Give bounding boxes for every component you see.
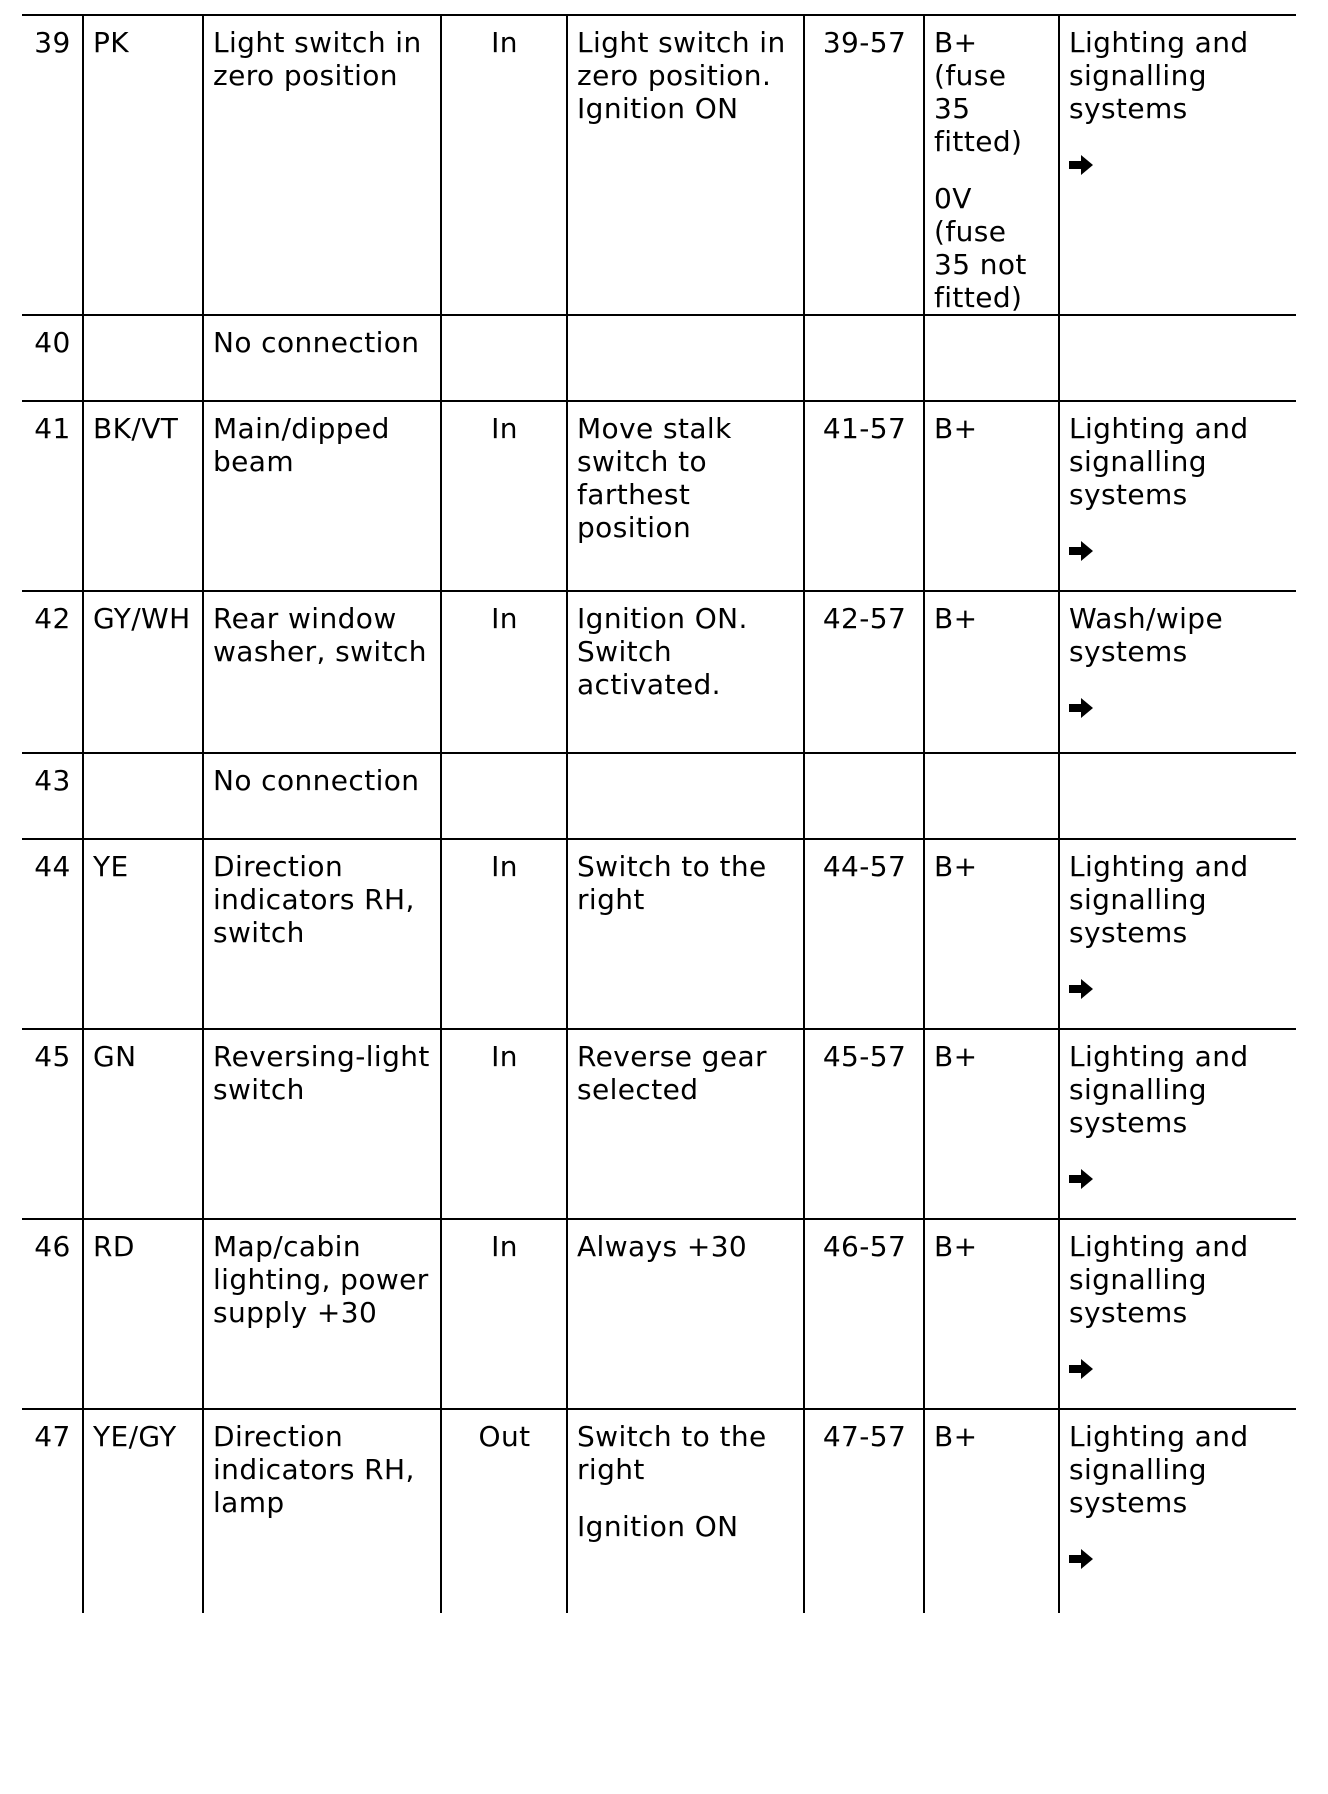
wire-color-cell <box>83 401 203 591</box>
measure-points: 45-57 <box>822 1040 907 1073</box>
test-condition-cell <box>567 1409 804 1613</box>
measure-points: 47-57 <box>822 1420 907 1453</box>
designation-cell <box>203 753 441 839</box>
pin-number-cell <box>22 15 83 315</box>
signal-direction: In <box>491 1230 518 1263</box>
table-row <box>22 1219 1296 1409</box>
wire-color-cell <box>83 1029 203 1219</box>
wire-color: GY/WH <box>93 602 191 635</box>
pin-number: 47 <box>34 1420 71 1453</box>
system-reference-cell <box>1059 15 1296 315</box>
designation-cell <box>203 315 441 401</box>
table-row <box>22 401 1296 591</box>
pin-number-cell <box>22 1029 83 1219</box>
wire-color-cell <box>83 315 203 401</box>
nominal-value-cell <box>924 1029 1059 1219</box>
signal-direction-cell <box>441 15 567 315</box>
test-condition: Move stalk switch to farthest position <box>577 412 732 544</box>
arrow-right-icon[interactable] <box>1069 541 1093 561</box>
nominal-value: B+ <box>934 1040 978 1073</box>
system-reference-cell <box>1059 1219 1296 1409</box>
system-reference: Lighting and signalling systems <box>1069 1040 1249 1139</box>
system-reference-cell <box>1059 839 1296 1029</box>
nominal-value-cell <box>924 753 1059 839</box>
measure-points: 46-57 <box>822 1230 907 1263</box>
nominal-value-cell <box>924 15 1059 315</box>
test-condition-cell <box>567 1219 804 1409</box>
pin-number-cell <box>22 839 83 1029</box>
test-condition: Ignition ON. Switch activated. <box>577 602 748 701</box>
measure-points: 41-57 <box>822 412 907 445</box>
table-row <box>22 839 1296 1029</box>
pin-number: 43 <box>34 764 71 797</box>
designation: Rear window washer, switch <box>213 602 427 668</box>
arrow-right-icon[interactable] <box>1069 979 1093 999</box>
pin-number-cell <box>22 315 83 401</box>
wire-color-cell <box>83 591 203 753</box>
pin-number: 42 <box>34 602 71 635</box>
designation-cell <box>203 401 441 591</box>
pin-number-cell <box>22 401 83 591</box>
measure-points-cell <box>804 1029 924 1219</box>
wire-color-cell <box>83 1219 203 1409</box>
system-reference-cell <box>1059 315 1296 401</box>
measure-points-cell <box>804 401 924 591</box>
pin-number: 39 <box>34 26 71 59</box>
test-condition-extra: Ignition ON <box>577 1510 739 1543</box>
wire-color: YE <box>93 850 129 883</box>
signal-direction: Out <box>478 1420 531 1453</box>
designation-cell <box>203 839 441 1029</box>
measure-points-cell <box>804 1219 924 1409</box>
designation: No connection <box>213 326 420 359</box>
nominal-value-cell <box>924 401 1059 591</box>
pin-number-cell <box>22 1219 83 1409</box>
system-reference-cell <box>1059 1409 1296 1613</box>
test-condition: Switch to the right <box>577 850 767 916</box>
test-condition-cell <box>567 753 804 839</box>
nominal-value-cell <box>924 315 1059 401</box>
system-reference-cell <box>1059 1029 1296 1219</box>
wire-color-cell <box>83 753 203 839</box>
spacer <box>934 158 1050 182</box>
wire-color-cell <box>83 839 203 1029</box>
signal-direction-cell <box>441 839 567 1029</box>
system-reference: Lighting and signalling systems <box>1069 26 1249 125</box>
signal-direction: In <box>491 850 518 883</box>
measure-points-cell <box>804 1409 924 1613</box>
signal-direction-cell <box>441 753 567 839</box>
measure-points: 39-57 <box>822 26 907 59</box>
system-reference: Lighting and signalling systems <box>1069 1420 1249 1519</box>
wire-color: PK <box>93 26 130 59</box>
nominal-value-cell <box>924 1409 1059 1613</box>
designation: No connection <box>213 764 420 797</box>
test-condition-cell <box>567 1029 804 1219</box>
test-condition: Light switch in zero position. Ignition ON <box>577 26 786 125</box>
pin-number: 45 <box>34 1040 71 1073</box>
pin-number-cell <box>22 753 83 839</box>
signal-direction-cell <box>441 1029 567 1219</box>
test-condition: Reverse gear selected <box>577 1040 767 1106</box>
signal-direction: In <box>491 602 518 635</box>
pin-number-cell <box>22 591 83 753</box>
designation: Light switch in zero position <box>213 26 422 92</box>
wire-color: GN <box>93 1040 137 1073</box>
designation: Direction indicators RH, lamp <box>213 1420 415 1519</box>
nominal-value: B+ <box>934 1420 978 1453</box>
measure-points-cell <box>804 839 924 1029</box>
signal-direction: In <box>491 412 518 445</box>
wire-color-cell <box>83 15 203 315</box>
wire-color: RD <box>93 1230 135 1263</box>
arrow-right-icon[interactable] <box>1069 155 1093 175</box>
table-row <box>22 591 1296 753</box>
test-condition: Switch to the right <box>577 1420 767 1486</box>
measure-points-cell <box>804 15 924 315</box>
signal-direction-cell <box>441 1409 567 1613</box>
wire-color: BK/VT <box>93 412 179 445</box>
designation-cell <box>203 591 441 753</box>
nominal-value-cell <box>924 839 1059 1029</box>
designation: Direction indicators RH, switch <box>213 850 415 949</box>
system-reference: Lighting and signalling systems <box>1069 412 1249 511</box>
spacer <box>577 1486 795 1510</box>
test-condition: Always +30 <box>577 1230 748 1263</box>
pin-number-cell <box>22 1409 83 1613</box>
signal-direction-cell <box>441 591 567 753</box>
pin-number: 44 <box>34 850 71 883</box>
wire-color: YE/GY <box>93 1420 177 1453</box>
system-reference-cell <box>1059 753 1296 839</box>
test-condition-cell <box>567 839 804 1029</box>
test-condition-cell <box>567 591 804 753</box>
nominal-value-cell <box>924 1219 1059 1409</box>
signal-direction-cell <box>441 1219 567 1409</box>
designation: Reversing-light switch <box>213 1040 430 1106</box>
nominal-value: B+ <box>934 850 978 883</box>
test-condition-cell <box>567 315 804 401</box>
arrow-right-icon[interactable] <box>1069 1549 1093 1569</box>
nominal-value: B+ <box>934 1230 978 1263</box>
table-row <box>22 753 1296 839</box>
signal-direction-cell <box>441 401 567 591</box>
test-condition-cell <box>567 15 804 315</box>
pin-number: 46 <box>34 1230 71 1263</box>
nominal-value-cell <box>924 591 1059 753</box>
nominal-value: B+ <box>934 602 978 635</box>
table-row <box>22 1029 1296 1219</box>
measure-points: 42-57 <box>822 602 907 635</box>
measure-points-cell <box>804 591 924 753</box>
designation-cell <box>203 1409 441 1613</box>
pin-number: 40 <box>34 326 71 359</box>
signal-direction: In <box>491 26 518 59</box>
pin-table <box>22 14 1296 1613</box>
system-reference-cell <box>1059 401 1296 591</box>
designation: Main/dipped beam <box>213 412 390 478</box>
table-row <box>22 15 1296 315</box>
arrow-right-icon[interactable] <box>1069 1169 1093 1189</box>
designation-cell <box>203 15 441 315</box>
test-condition-cell <box>567 401 804 591</box>
measure-points-cell <box>804 753 924 839</box>
wire-color-cell <box>83 1409 203 1613</box>
measure-points: 44-57 <box>822 850 907 883</box>
arrow-right-icon[interactable] <box>1069 1359 1093 1379</box>
system-reference: Lighting and signalling systems <box>1069 850 1249 949</box>
measure-points-cell <box>804 315 924 401</box>
designation-cell <box>203 1219 441 1409</box>
designation-cell <box>203 1029 441 1219</box>
nominal-value: B+ (fuse 35 fitted) <box>934 26 1023 158</box>
designation: Map/cabin lighting, power supply +30 <box>213 1230 429 1329</box>
table-row <box>22 315 1296 401</box>
system-reference-cell <box>1059 591 1296 753</box>
signal-direction: In <box>491 1040 518 1073</box>
table-row <box>22 1409 1296 1613</box>
system-reference: Wash/wipe systems <box>1069 602 1224 668</box>
nominal-value-alt: 0V (fuse 35 not fitted) <box>934 182 1027 314</box>
pin-number: 41 <box>34 412 71 445</box>
signal-direction-cell <box>441 315 567 401</box>
system-reference: Lighting and signalling systems <box>1069 1230 1249 1329</box>
nominal-value: B+ <box>934 412 978 445</box>
arrow-right-icon[interactable] <box>1069 698 1093 718</box>
